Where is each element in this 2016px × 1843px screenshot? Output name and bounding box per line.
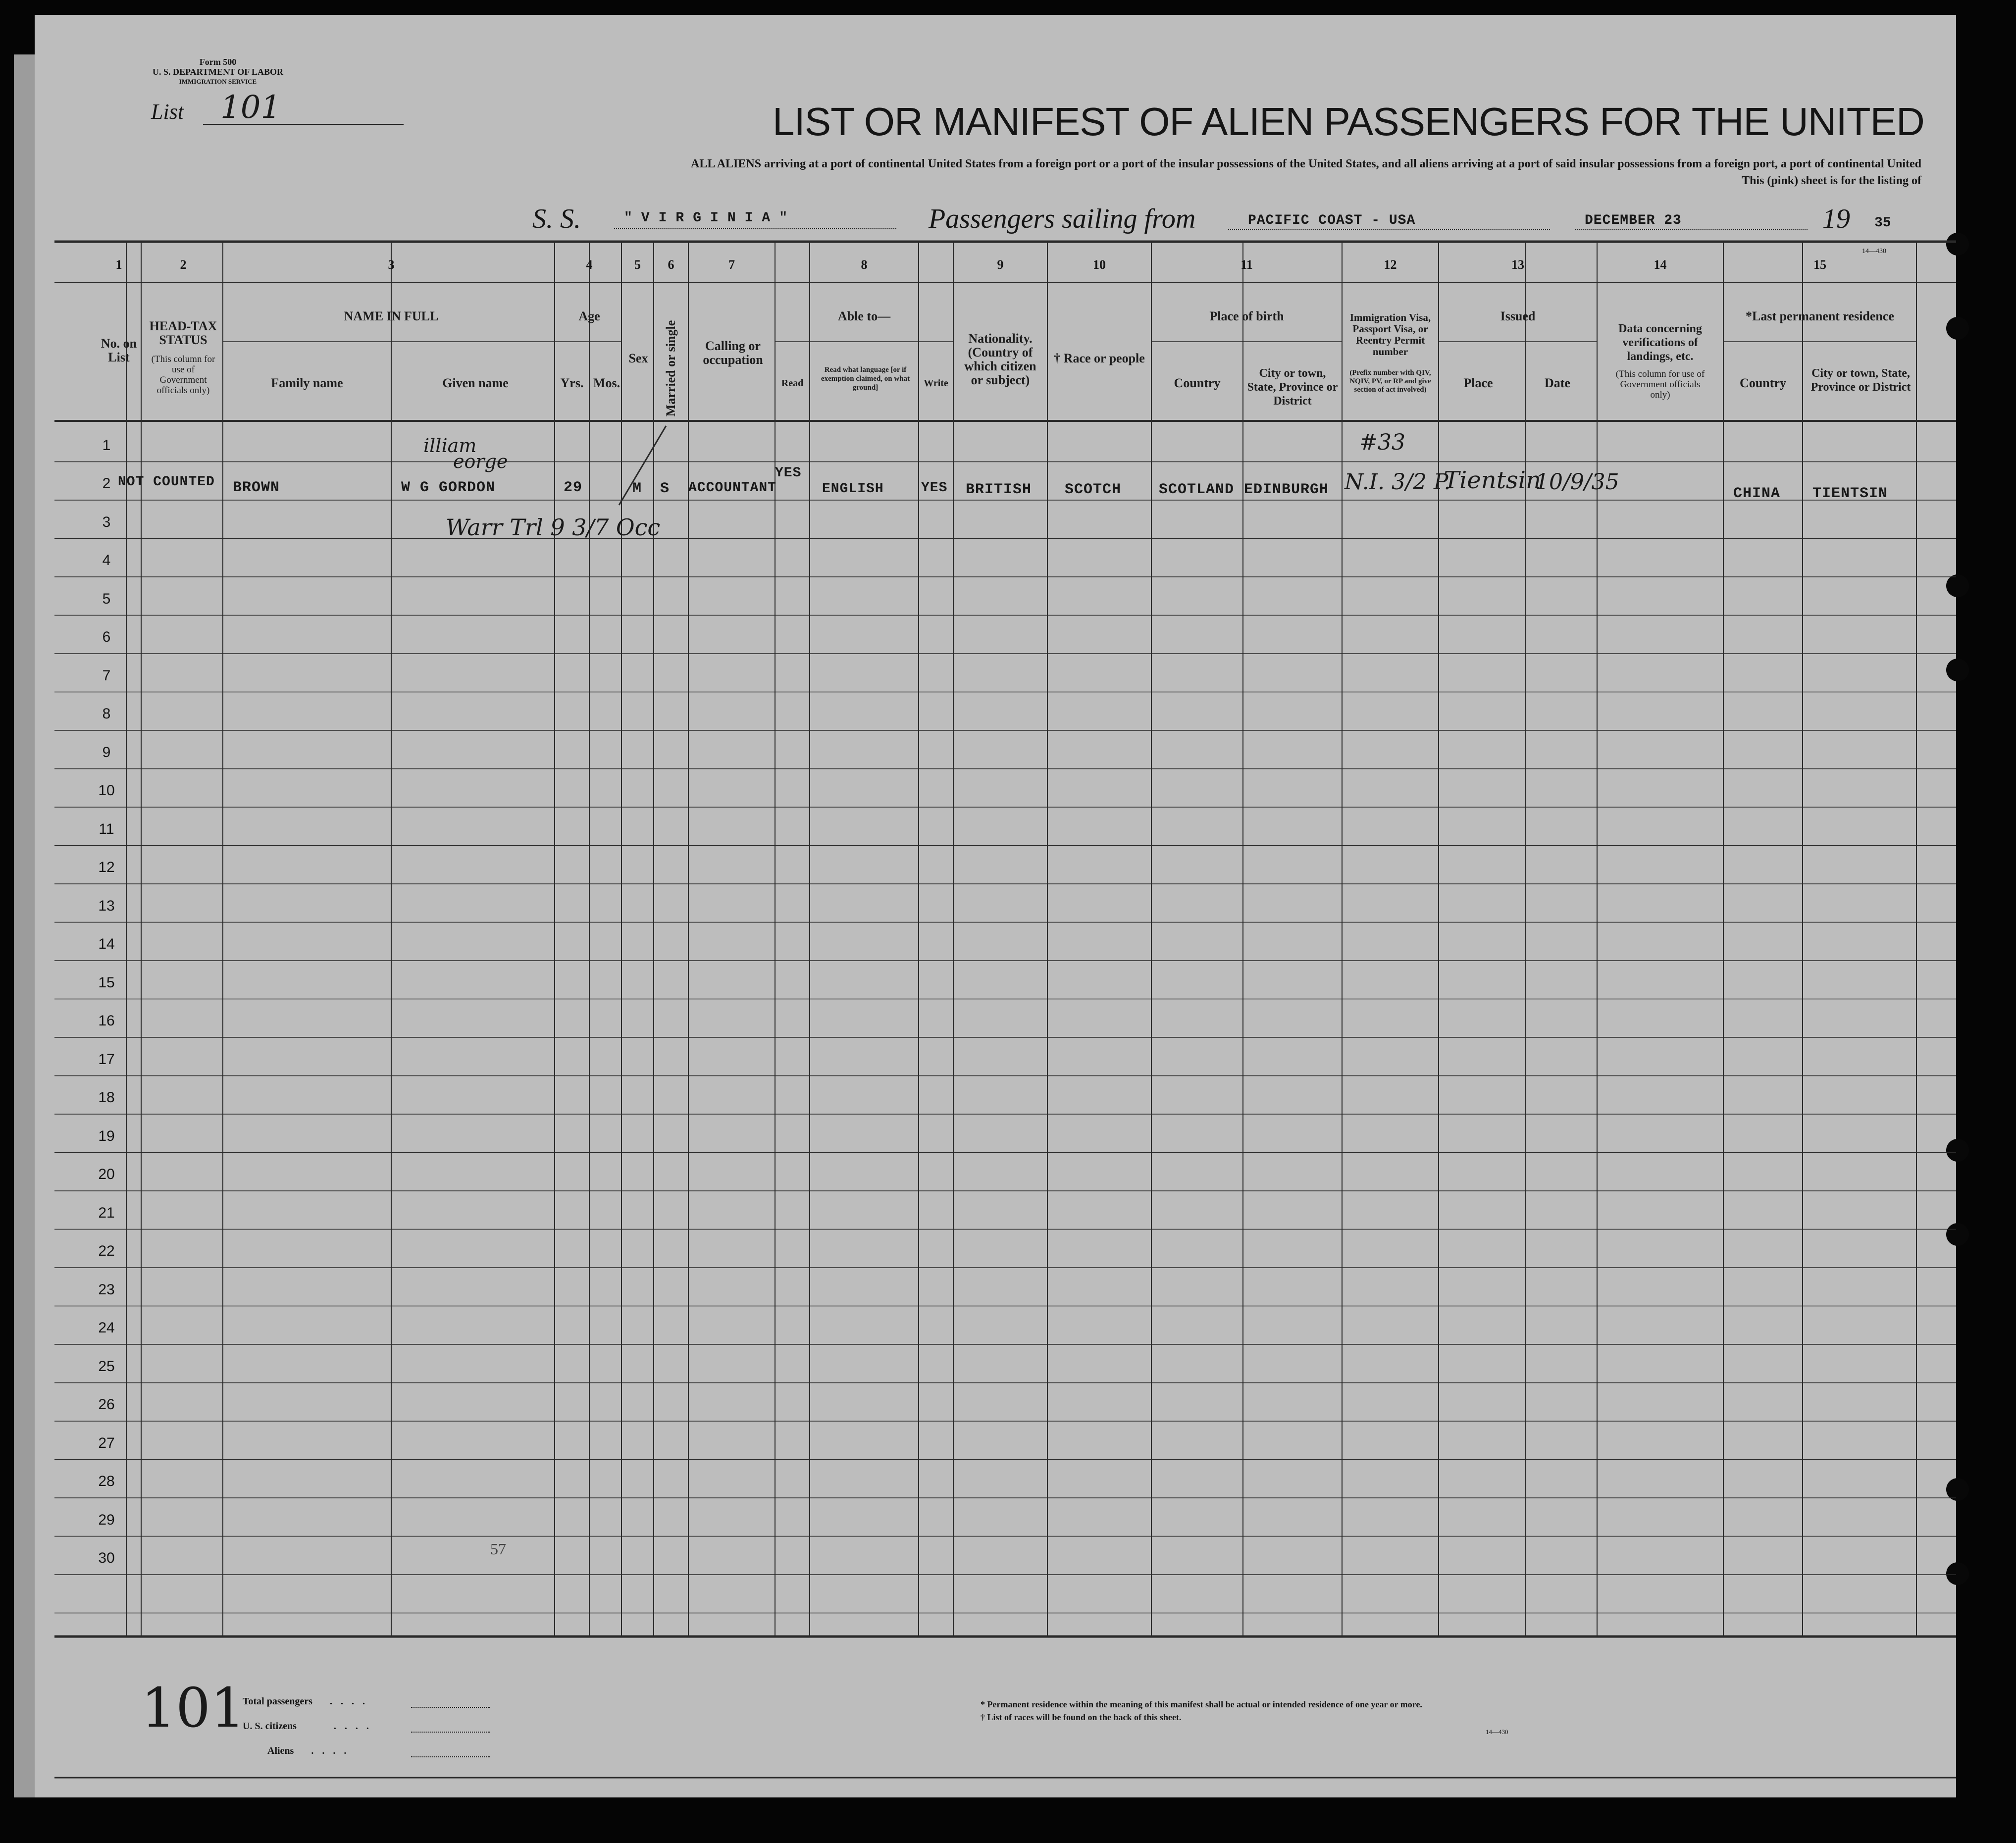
col-num-4: 4	[586, 257, 593, 272]
col-num-12: 12	[1384, 257, 1397, 272]
col-num-9: 9	[997, 257, 1004, 272]
aliens-label: Aliens	[267, 1745, 294, 1756]
header-verification-note: (This column for use of Government officials only)	[1615, 369, 1705, 400]
row-number: 16	[98, 1013, 115, 1029]
row-number: 5	[102, 590, 111, 607]
entry-given-hand-1: illiam	[423, 435, 477, 457]
header-family-name: Family name	[271, 376, 343, 390]
row-number: 28	[98, 1473, 115, 1489]
entry-head-tax: NOT COUNTED	[118, 474, 215, 490]
total-passengers-line	[411, 1707, 490, 1708]
header-birth-country: Country	[1174, 376, 1221, 390]
us-citizens-dots: . . . .	[333, 1721, 372, 1732]
entry-occupation: ACCOUNTANT	[688, 480, 777, 496]
header-res-country: Country	[1740, 376, 1786, 390]
aliens-line	[411, 1756, 490, 1757]
header-age-yrs: Yrs.	[560, 376, 584, 390]
year-suffix: 35	[1874, 215, 1891, 231]
row-number: 12	[98, 859, 115, 875]
header-visa-note: (Prefix number with QIV, NQIV, PV, or RP and give section of act involved)	[1349, 369, 1431, 394]
sailing-date: DECEMBER 23	[1585, 213, 1682, 228]
row-number: 11	[99, 820, 114, 837]
entry-nationality: BRITISH	[966, 481, 1032, 498]
footnote-residence: * Permanent residence within the meaning of this manifest shall be actual or intended residence of one year or more.	[981, 1699, 1422, 1709]
header-birth-city: City or town, State, Province or District	[1247, 367, 1338, 408]
us-citizens-label: U. S. citizens	[243, 1721, 297, 1732]
service: IMMIGRATION SERVICE	[179, 78, 257, 85]
header-race: † Race or people	[1054, 351, 1145, 365]
header-write: Write	[924, 378, 948, 389]
header-place-of-birth: Place of birth	[1209, 309, 1284, 323]
row-number: 1	[102, 437, 111, 454]
row-number: 29	[98, 1511, 115, 1528]
header-sex: Sex	[628, 351, 648, 365]
aliens	[267, 1745, 349, 1757]
header-age: Age	[578, 309, 600, 323]
row-number: 30	[98, 1550, 115, 1566]
col-num-7: 7	[728, 257, 735, 272]
row-number: 17	[98, 1051, 115, 1068]
entry-sex: M	[632, 480, 642, 497]
row-number: 9	[102, 744, 111, 761]
entry-marital: S	[660, 480, 670, 497]
total-passengers	[243, 1696, 368, 1707]
row-number: 14	[98, 936, 115, 952]
entry-age-years: 29	[564, 479, 583, 496]
list-label: List	[151, 100, 184, 124]
header-last-residence: *Last permanent residence	[1746, 309, 1894, 323]
sailing-from: PACIFIC COAST - USA	[1248, 213, 1416, 228]
row-number: 25	[98, 1358, 115, 1375]
header-read: Read	[781, 378, 804, 389]
entry-given-hand-2: eorge	[453, 451, 508, 472]
ss-label: S. S.	[532, 204, 581, 234]
total-passengers-dots: . . . .	[329, 1696, 368, 1707]
us-citizens	[243, 1721, 372, 1732]
entry-visa-hand-1: #33	[1359, 430, 1405, 455]
ship-name: "VIRGINIA"	[624, 210, 797, 226]
entry-res-country: CHINA	[1733, 485, 1781, 502]
entry-annotation: Warr Trl 9 3/7 Occ	[446, 514, 661, 541]
entry-issued-date: 10/9/35	[1535, 469, 1619, 495]
footer-ref: 14—430	[1486, 1728, 1508, 1736]
row-number: 13	[98, 897, 115, 914]
header-no-on-list: No. on List	[101, 336, 137, 364]
manifest-title: LIST OR MANIFEST OF ALIEN PASSENGERS FOR THE UNITED	[773, 100, 1924, 144]
col-num-2: 2	[180, 257, 187, 272]
row-number: 23	[98, 1281, 115, 1298]
us-citizens-line	[411, 1732, 490, 1733]
department: U. S. DEPARTMENT OF LABOR	[152, 67, 284, 77]
col-num-10: 10	[1093, 257, 1106, 272]
row-number: 10	[98, 782, 115, 799]
row-number: 19	[98, 1127, 115, 1144]
instructions-line-1: ALL ALIENS arriving at a port of continental United States from a foreign port or a port of the insular possessions of the United States, and all aliens arriving at a port of said insular possessions from a foreign port, a port of continental United	[691, 157, 1921, 170]
col-num-14: 14	[1654, 257, 1667, 272]
entry-birth-city: EDINBURGH	[1244, 481, 1329, 498]
header-marital: Married or single	[664, 320, 678, 417]
header-verification: Data concerning verifications of landings, etc.	[1618, 322, 1702, 363]
col-num-5: 5	[634, 257, 641, 272]
row-number: 8	[102, 706, 111, 722]
header-head-tax-note: (This column for use of Government officials only)	[151, 354, 215, 396]
row-number: 6	[102, 629, 111, 645]
row-number: 26	[98, 1396, 115, 1413]
entry-language: ENGLISH	[822, 481, 884, 497]
voyage-ref: 14—430	[1862, 248, 1886, 255]
instructions-line-2: This (pink) sheet is for the listing of	[1742, 174, 1921, 187]
margin-list-number: 101	[141, 1676, 245, 1740]
row-number: 20	[98, 1166, 115, 1182]
row-number: 4	[102, 552, 111, 568]
entry-birth-country: SCOTLAND	[1159, 481, 1235, 498]
col-num-13: 13	[1511, 257, 1524, 272]
header-occupation: Calling or occupation	[703, 339, 763, 367]
sex-mark-stroke	[619, 426, 666, 505]
header-name-in-full: NAME IN FULL	[344, 309, 439, 323]
row-number: 15	[98, 974, 115, 991]
row-number: 21	[98, 1204, 115, 1221]
entry-write: YES	[921, 480, 948, 496]
header-issued-date: Date	[1545, 376, 1570, 390]
year-prefix: 19	[1822, 204, 1850, 234]
col-num-6: 6	[668, 257, 674, 272]
header-given-name: Given name	[442, 376, 509, 390]
row-number: 3	[102, 513, 111, 530]
header-head-tax: HEAD-TAX STATUS	[149, 319, 217, 347]
total-passengers-label: Total passengers	[243, 1696, 312, 1707]
entry-issued-place: Tientsin	[1444, 466, 1541, 494]
col-num-3: 3	[388, 257, 395, 272]
row-number: 7	[102, 667, 111, 684]
sailing-label: Passengers sailing from	[929, 204, 1196, 234]
header-res-city: City or town, State, Province or District	[1810, 367, 1911, 394]
page-stamp: 57	[490, 1540, 506, 1558]
header-visa: Immigration Visa, Passport Visa, or Reentry Permit number	[1349, 311, 1431, 358]
col-num-1: 1	[115, 257, 122, 272]
entry-res-city: TIENTSIN	[1812, 485, 1888, 502]
col-num-15: 15	[1813, 257, 1826, 272]
header-nationality: Nationality. (Country of which citizen or subject)	[964, 331, 1036, 387]
entry-family-name: BROWN	[233, 479, 280, 496]
entry-read: YES	[775, 465, 802, 481]
header-issued: Issued	[1500, 309, 1536, 323]
row-number: 18	[98, 1089, 115, 1106]
footnote-races: † List of races will be found on the back of this sheet.	[981, 1712, 1182, 1722]
row-number: 24	[98, 1320, 115, 1336]
row-number: 27	[98, 1434, 115, 1451]
row-number: 2	[102, 475, 111, 492]
form-number: Form 500	[199, 57, 237, 67]
header-issued-place: Place	[1463, 376, 1493, 390]
aliens-dots: . . . .	[311, 1745, 350, 1756]
row-number: 22	[98, 1243, 115, 1259]
header-able-to: Able to—	[837, 309, 891, 323]
col-num-8: 8	[861, 257, 868, 272]
entry-visa-hand-2: N.I. 3/2 P.	[1344, 469, 1451, 495]
header-read-language: Read what language [or if exemption claimed, on what ground]	[821, 366, 910, 392]
entry-given-typed: W G GORDON	[401, 479, 496, 496]
list-number: 101	[220, 89, 281, 126]
col-num-11: 11	[1241, 257, 1253, 272]
entry-race: SCOTCH	[1065, 481, 1122, 498]
header-age-mos: Mos.	[593, 376, 620, 390]
